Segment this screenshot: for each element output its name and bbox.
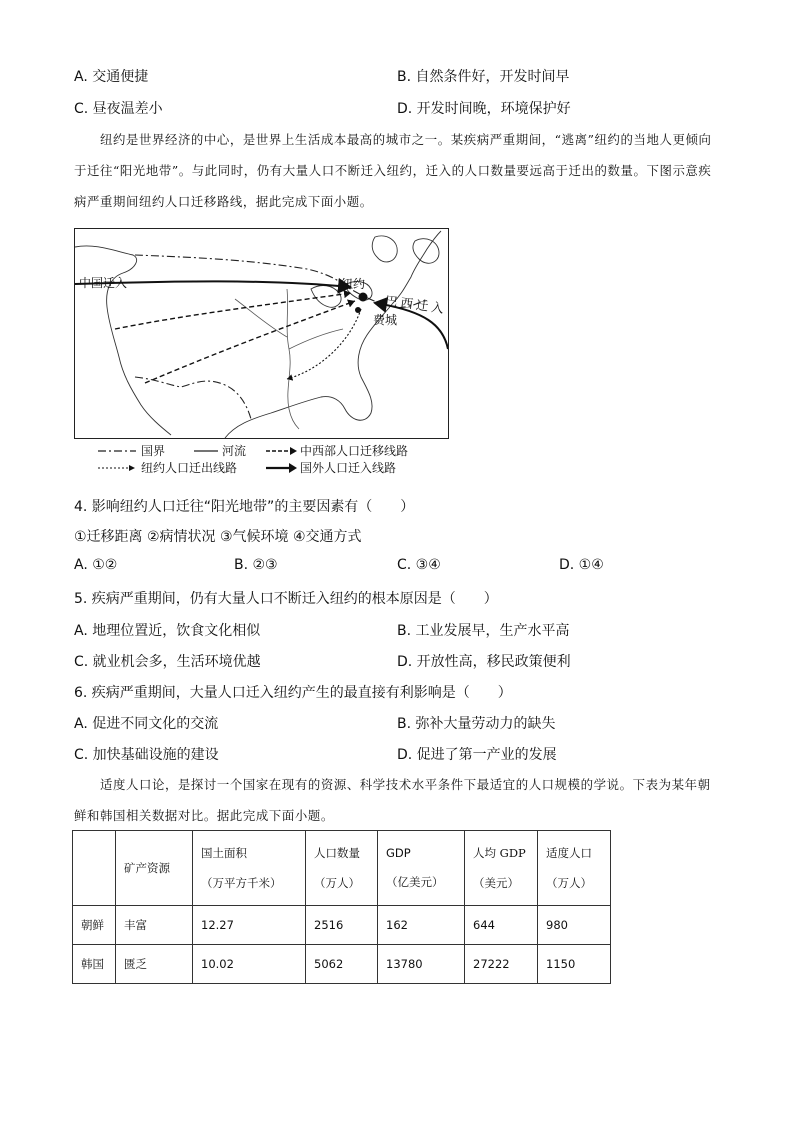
- table-cell: 12.27: [193, 906, 306, 945]
- ny-outflow-route: [287, 309, 361, 379]
- q4-option-a[interactable]: A. ①②: [74, 557, 118, 573]
- midwest-route-2: [145, 301, 355, 383]
- q5-option-c[interactable]: C. 就业机会多，生活环境优越: [74, 654, 261, 670]
- table-cell: 1150: [538, 945, 611, 984]
- table-header-cell: GDP （亿美元）: [378, 831, 465, 906]
- table-cell: 980: [538, 906, 611, 945]
- table-cell: 朝鲜: [73, 906, 116, 945]
- prev-option-c[interactable]: C. 昼夜温差小: [74, 101, 163, 117]
- q4-option-c[interactable]: C. ③④: [397, 557, 441, 573]
- river: [235, 289, 343, 429]
- table-header-cell: 人口数量 （万人）: [306, 831, 378, 906]
- national-border: [135, 255, 427, 419]
- prev-option-a[interactable]: A. 交通便捷: [74, 69, 149, 85]
- table-row: [73, 945, 611, 984]
- q5-option-b[interactable]: B. 工业发展早，生产水平高: [397, 623, 570, 639]
- table-cell: 匮乏: [116, 945, 193, 984]
- legend-ny-outflow: 纽约人口迁出线路: [141, 461, 238, 475]
- table-cell: 丰富: [116, 906, 193, 945]
- q6-option-b[interactable]: B. 弥补大量劳动力的缺失: [397, 716, 556, 732]
- q4-option-b[interactable]: B. ②③: [234, 557, 278, 573]
- midwest-route-1: [115, 293, 351, 329]
- table-cell: 644: [465, 906, 538, 945]
- china-inflow-label: 中国迁入: [79, 276, 128, 290]
- newyork-dot: [359, 293, 368, 302]
- legend-border: 国界: [141, 444, 166, 458]
- table-cell: 10.02: [193, 945, 306, 984]
- prev-option-b[interactable]: B. 自然条件好，开发时间早: [397, 69, 570, 85]
- q5-option-d[interactable]: D. 开放性高，移民政策便利: [397, 654, 571, 670]
- q6-stem: 6. 疾病严重期间，大量人口迁入纽约产生的最直接有利影响是（ ）: [74, 685, 512, 701]
- table-cell: 13780: [378, 945, 465, 984]
- q5-option-a[interactable]: A. 地理位置近，饮食文化相似: [74, 623, 261, 639]
- table-cell: 5062: [306, 945, 378, 984]
- brazil-inflow-label: 巴西迁入: [384, 292, 448, 317]
- table-cell: 2516: [306, 906, 378, 945]
- table-header-cell: [73, 831, 116, 906]
- q5-stem: 5. 疾病严重期间，仍有大量人口不断迁入纽约的根本原因是（ ）: [74, 591, 498, 607]
- legend-foreign-inflow: 国外人口迁入线路: [300, 461, 397, 475]
- table-header-row: [73, 831, 611, 906]
- prev-option-d[interactable]: D. 开发时间晚，环境保护好: [397, 101, 571, 117]
- philadelphia-dot: [355, 307, 361, 313]
- q6-option-d[interactable]: D. 促进了第一产业的发展: [397, 747, 557, 763]
- newyork-label: 纽约: [341, 277, 366, 291]
- legend-midwest: 中西部人口迁移线路: [300, 444, 409, 458]
- q4-stem: 4. 影响纽约人口迁往“阳光地带”的主要因素有（ ）: [74, 499, 415, 515]
- table-header-cell: 国土面积 （万平方千米）: [193, 831, 306, 906]
- country-data-table: [72, 830, 611, 984]
- table-cell: 162: [378, 906, 465, 945]
- passage-newyork: 纽约是世界经济的中心，是世界上生活成本最高的城市之一。某疾病严重期间，“逃离”纽约的当地人更倾向于迁往“阳光地带”。与此同时，仍有大量人口不断迁入纽约，迁入的人口数量要远高于迁出的数量。下图示意疾病严重期间纽约人口迁移路线，据此完成下面小题。: [74, 132, 712, 209]
- q6-option-a[interactable]: A. 促进不同文化的交流: [74, 716, 219, 732]
- passage-optimal-population: 适度人口论，是探讨一个国家在现有的资源、科学技术水平条件下最适宜的人口规模的学说。下表为某年朝鲜和韩国相关数据对比。据此完成下面小题。: [74, 777, 711, 823]
- q4-option-d[interactable]: D. ①④: [559, 557, 604, 573]
- migration-map: [74, 228, 449, 439]
- legend-river: 河流: [222, 444, 247, 458]
- table-cell: 27222: [465, 945, 538, 984]
- table-cell: 韩国: [73, 945, 116, 984]
- table-header-cell: 适度人口 （万人）: [538, 831, 611, 906]
- q6-option-c[interactable]: C. 加快基础设施的建设: [74, 747, 219, 763]
- philadelphia-label: 费城: [373, 313, 398, 327]
- table-header-cell: 人均 GDP （美元）: [465, 831, 538, 906]
- table-row: [73, 906, 611, 945]
- table-header-cell: 矿产资源: [116, 831, 193, 906]
- q4-items: ①迁移距离 ②病情状况 ③气候环境 ④交通方式: [74, 529, 362, 545]
